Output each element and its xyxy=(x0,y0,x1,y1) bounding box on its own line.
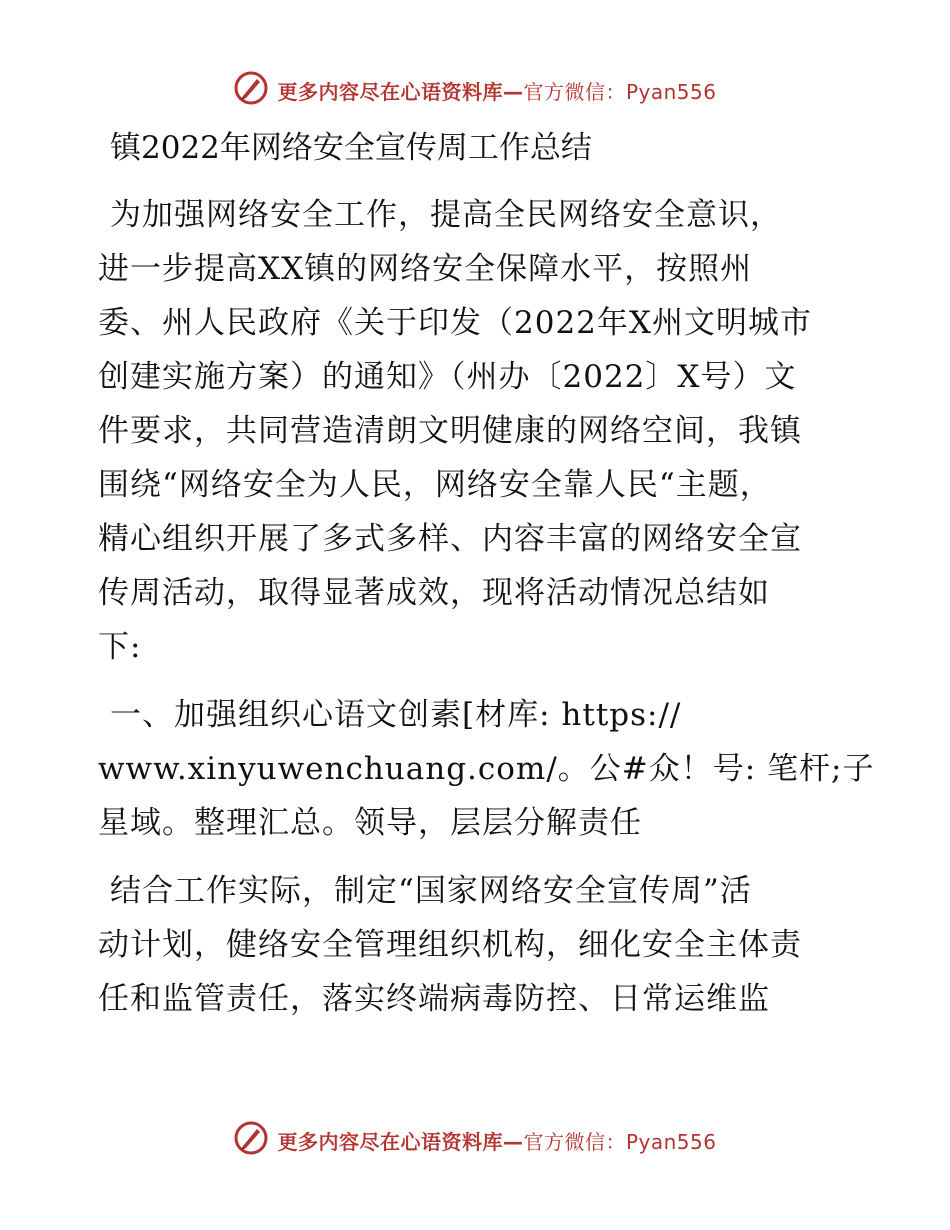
paragraph-line: 结合工作实际，制定“国家网络安全宣传周”活 xyxy=(110,873,752,909)
paragraph-line: www.xinyuwenchuang.com/。公#众！号: 笔杆;子 xyxy=(98,751,875,787)
paragraph-intro xyxy=(98,188,858,674)
watermark-banner-top xyxy=(0,68,950,112)
paragraph-section-1 xyxy=(98,864,858,1026)
quill-pen-icon xyxy=(233,70,269,110)
watermark-text: 更多内容尽在心语资料库—官方微信：Pyan556 xyxy=(277,1129,717,1154)
paragraph-line: 动计划，健络安全管理组织机构，细化安全主体责 xyxy=(98,927,802,963)
paragraph-line: 星域。整理汇总。领导，层层分解责任 xyxy=(98,805,642,841)
paragraph-line: 进一步提高XX镇的网络安全保障水平，按照州 xyxy=(98,251,753,287)
watermark-banner-bottom xyxy=(0,1118,950,1162)
paragraph-line: 传周活动，取得显著成效，现将活动情况总结如 xyxy=(98,575,770,611)
document-body xyxy=(98,122,875,1040)
paragraph-line: 围绕“网络安全为人民，网络安全靠人民“主题， xyxy=(98,467,772,503)
section-heading-1 xyxy=(98,688,875,850)
document-title: 镇2022年网络安全宣传周工作总结 xyxy=(110,130,592,166)
paragraph-line: 下: xyxy=(98,629,142,665)
paragraph-line: 创建实施方案）的通知》（州办〔2022〕X号）文 xyxy=(98,359,797,395)
paragraph-line: 为加强网络安全工作，提高全民网络安全意识， xyxy=(110,197,782,233)
watermark-text: 更多内容尽在心语资料库—官方微信：Pyan556 xyxy=(277,79,717,104)
quill-pen-icon xyxy=(233,1120,269,1160)
paragraph-line: 精心组织开展了多式多样、内容丰富的网络安全宣 xyxy=(98,521,802,557)
paragraph-line: 一、加强组织心语文创素[材库: https:// xyxy=(110,697,682,733)
paragraph-line: 任和监管责任，落实终端病毒防控、日常运维监 xyxy=(98,981,770,1017)
paragraph-line: 件要求，共同营造清朗文明健康的网络空间，我镇 xyxy=(98,413,802,449)
paragraph-line: 委、州人民政府《关于印发（2022年X州文明城市 xyxy=(98,305,812,341)
